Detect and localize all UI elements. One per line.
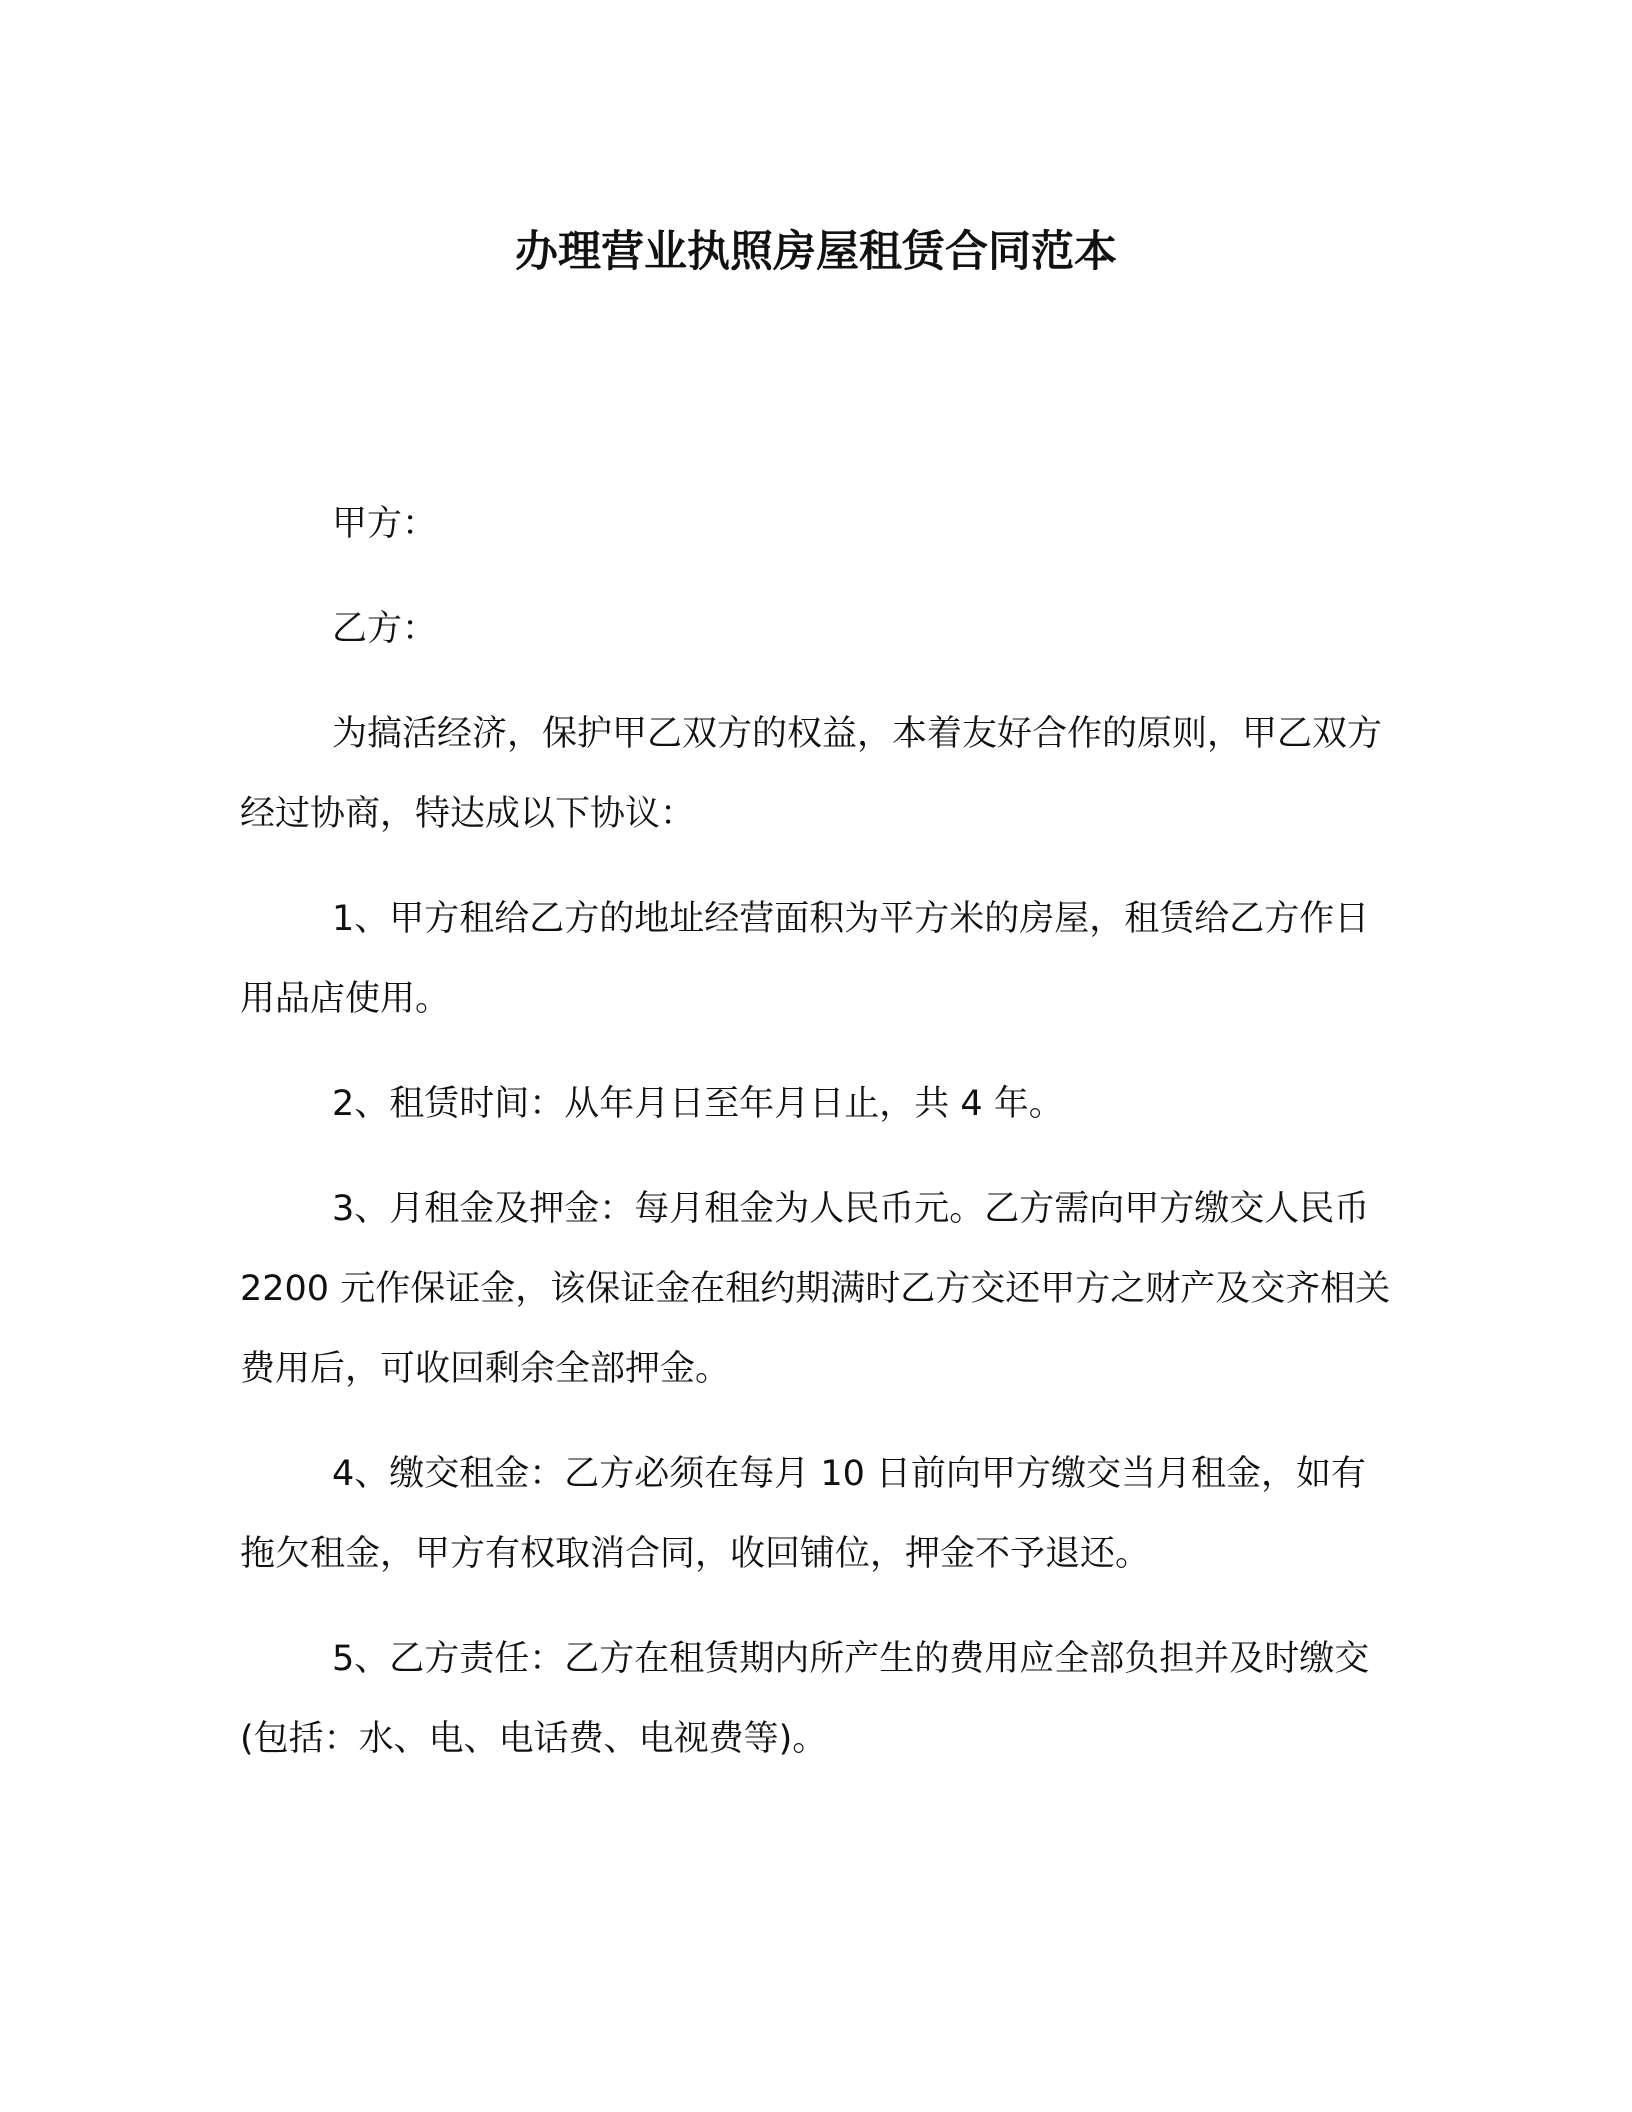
clause-4: 4、缴交租金：乙方必须在每月 10 日前向甲方缴交当月租金，如有拖欠租金，甲方有权取消合同，收回铺位，押金不予退还。 [240,1454,1367,1574]
clause-1: 1、甲方租给乙方的地址经营面积为平方米的房屋，租赁给乙方作日用品店使用。 [240,899,1370,1019]
clause-3: 3、月租金及押金：每月租金为人民币元。乙方需向甲方缴交人民币 2200 元作保证金，该保证金在租约期满时乙方交还甲方之财产及交齐相关费用后，可收回剩余全部押金。 [240,1189,1391,1389]
document-title: 办理营业执照房屋租赁合同范本 [515,227,1117,277]
document-body [240,484,1392,1804]
party-a-line: 甲方： [332,504,438,544]
preamble-paragraph: 为搞活经济，保护甲乙双方的权益，本着友好合作的原则，甲乙双方经过协商，特达成以下协议： [240,714,1383,834]
clause-5: 5、乙方责任：乙方在租赁期内所产生的费用应全部负担并及时缴交(包括：水、电、电话费、电视费等)。 [240,1639,1370,1759]
clause-2: 2、租赁时间：从年月日至年月日止，共 4 年。 [332,1084,1064,1124]
party-b-line: 乙方： [332,609,438,649]
